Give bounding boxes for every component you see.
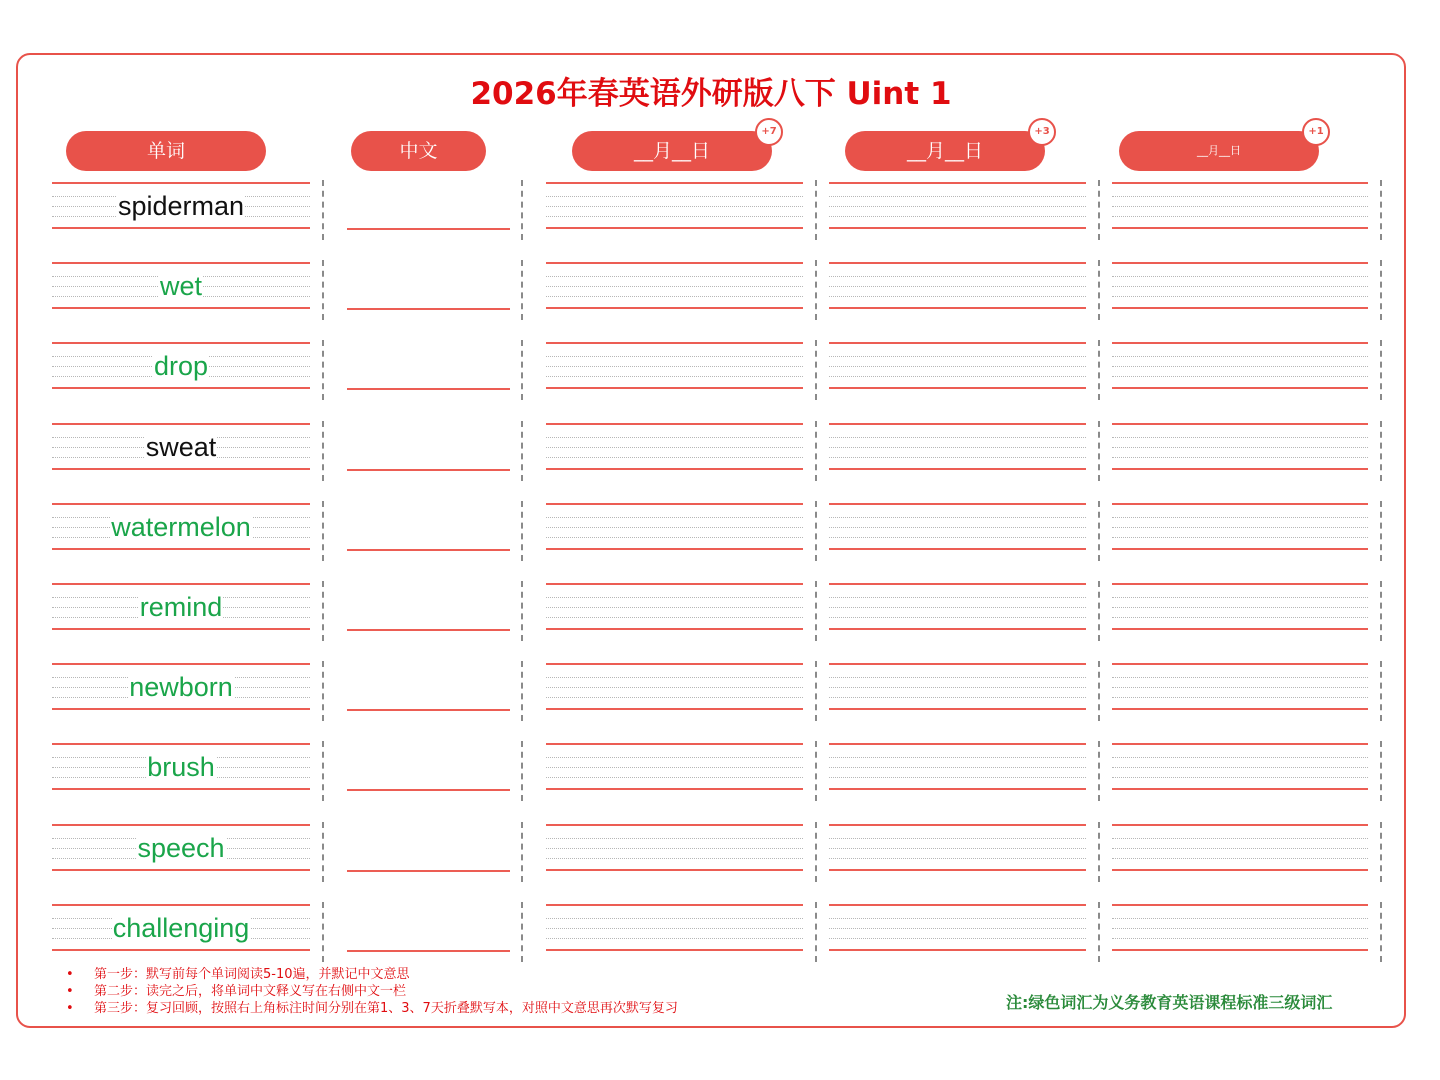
writing-line-bottom xyxy=(1112,387,1368,389)
dotted-guide-line xyxy=(1112,928,1368,929)
writing-line-bottom xyxy=(829,869,1086,871)
writing-line-bottom xyxy=(52,387,310,389)
review-day-badge-3: +3 xyxy=(1028,118,1056,146)
column-divider xyxy=(1098,260,1100,320)
dotted-guide-line xyxy=(829,777,1086,778)
writing-line-top xyxy=(829,503,1086,505)
dotted-guide-line xyxy=(1112,437,1368,438)
column-divider xyxy=(322,822,324,882)
writing-line-top xyxy=(546,503,803,505)
writing-line-bottom xyxy=(52,628,310,630)
chinese-answer-line xyxy=(347,870,510,872)
header-chinese: 中文 xyxy=(351,131,486,171)
chinese-answer-line xyxy=(347,308,510,310)
dotted-guide-line xyxy=(1112,366,1368,367)
dotted-guide-line xyxy=(829,437,1086,438)
writing-line-bottom xyxy=(829,387,1086,389)
instruction-steps xyxy=(66,966,678,1017)
writing-line-top xyxy=(52,663,310,665)
dotted-guide-line xyxy=(829,607,1086,608)
dotted-guide-line xyxy=(546,607,803,608)
dotted-guide-line xyxy=(546,838,803,839)
dotted-guide-line xyxy=(829,457,1086,458)
writing-line-bottom xyxy=(1112,708,1368,710)
writing-line-bottom xyxy=(1112,949,1368,951)
writing-line-top xyxy=(1112,503,1368,505)
vocab-word xyxy=(52,427,310,467)
writing-line-bottom xyxy=(52,869,310,871)
writing-line-top xyxy=(829,824,1086,826)
dotted-guide-line xyxy=(829,767,1086,768)
column-divider xyxy=(322,661,324,721)
dotted-guide-line xyxy=(546,918,803,919)
column-divider xyxy=(815,180,817,240)
writing-line-top xyxy=(829,423,1086,425)
writing-line-top xyxy=(52,583,310,585)
header-word: 单词 xyxy=(66,131,266,171)
dotted-guide-line xyxy=(829,537,1086,538)
dotted-guide-line xyxy=(1112,697,1368,698)
column-divider xyxy=(815,581,817,641)
chinese-answer-line xyxy=(347,228,510,230)
writing-line-top xyxy=(546,342,803,344)
dotted-guide-line xyxy=(546,537,803,538)
dotted-guide-line xyxy=(546,938,803,939)
dotted-guide-line xyxy=(546,366,803,367)
dotted-guide-line xyxy=(1112,597,1368,598)
writing-line-top xyxy=(52,423,310,425)
dotted-guide-line xyxy=(829,617,1086,618)
dotted-guide-line xyxy=(546,457,803,458)
vocab-word xyxy=(52,507,310,547)
column-divider xyxy=(1098,340,1100,400)
dotted-guide-line xyxy=(546,677,803,678)
header-date-2: __月__日 xyxy=(845,131,1045,171)
page-title: 2026年春英语外研版八下 Uint 1 xyxy=(470,76,952,112)
column-divider xyxy=(521,741,523,801)
dotted-guide-line xyxy=(546,687,803,688)
writing-line-top xyxy=(546,583,803,585)
column-divider xyxy=(1380,501,1382,561)
writing-line-top xyxy=(546,663,803,665)
column-divider xyxy=(815,421,817,481)
dotted-guide-line xyxy=(546,276,803,277)
writing-line-top xyxy=(546,423,803,425)
vocab-word-text: brush xyxy=(147,752,215,783)
writing-line-top xyxy=(829,743,1086,745)
dotted-guide-line xyxy=(1112,447,1368,448)
dotted-guide-line xyxy=(829,276,1086,277)
dotted-guide-line xyxy=(829,918,1086,919)
vocab-word-text: drop xyxy=(153,351,209,382)
writing-line-bottom xyxy=(829,628,1086,630)
dotted-guide-line xyxy=(829,928,1086,929)
writing-line-bottom xyxy=(829,788,1086,790)
dotted-guide-line xyxy=(546,697,803,698)
column-divider xyxy=(1380,180,1382,240)
writing-line-bottom xyxy=(546,628,803,630)
writing-line-bottom xyxy=(829,708,1086,710)
vocab-word xyxy=(52,667,310,707)
chinese-answer-line xyxy=(347,950,510,952)
writing-line-bottom xyxy=(1112,548,1368,550)
writing-line-top xyxy=(546,904,803,906)
dotted-guide-line xyxy=(829,356,1086,357)
chinese-answer-line xyxy=(347,549,510,551)
writing-line-bottom xyxy=(1112,468,1368,470)
column-divider xyxy=(815,741,817,801)
word-row xyxy=(0,583,1440,663)
writing-line-bottom xyxy=(546,468,803,470)
chinese-answer-line xyxy=(347,388,510,390)
column-divider xyxy=(322,902,324,962)
writing-line-bottom xyxy=(546,949,803,951)
column-divider xyxy=(815,661,817,721)
dotted-guide-line xyxy=(546,757,803,758)
writing-line-bottom xyxy=(546,548,803,550)
column-divider xyxy=(521,902,523,962)
column-divider xyxy=(521,661,523,721)
dotted-guide-line xyxy=(1112,687,1368,688)
column-divider xyxy=(521,581,523,641)
dotted-guide-line xyxy=(829,848,1086,849)
writing-line-bottom xyxy=(829,227,1086,229)
dotted-guide-line xyxy=(1112,286,1368,287)
dotted-guide-line xyxy=(1112,457,1368,458)
dotted-guide-line xyxy=(1112,196,1368,197)
writing-line-bottom xyxy=(52,788,310,790)
writing-line-bottom xyxy=(1112,869,1368,871)
vocab-word-text: watermelon xyxy=(111,511,251,542)
instruction-step: • 第一步：默写前每个单词阅读5-10遍，并默记中文意思 xyxy=(66,966,678,983)
writing-line-bottom xyxy=(829,949,1086,951)
writing-line-top xyxy=(829,182,1086,184)
dotted-guide-line xyxy=(829,447,1086,448)
vocab-word-text: newborn xyxy=(129,672,233,703)
vocab-word-text: speech xyxy=(137,832,225,863)
dotted-guide-line xyxy=(829,206,1086,207)
writing-line-top xyxy=(546,743,803,745)
dotted-guide-line xyxy=(1112,276,1368,277)
writing-line-top xyxy=(1112,904,1368,906)
writing-line-top xyxy=(52,182,310,184)
word-row xyxy=(0,743,1440,823)
dotted-guide-line xyxy=(546,196,803,197)
vocab-word xyxy=(52,266,310,306)
dotted-guide-line xyxy=(1112,527,1368,528)
dotted-guide-line xyxy=(1112,617,1368,618)
dotted-guide-line xyxy=(1112,838,1368,839)
column-divider xyxy=(1098,501,1100,561)
vocab-word xyxy=(52,828,310,868)
word-row xyxy=(0,262,1440,342)
header-date-1: __月__日 xyxy=(572,131,772,171)
dotted-guide-line xyxy=(829,687,1086,688)
dotted-guide-line xyxy=(829,366,1086,367)
writing-line-top xyxy=(52,503,310,505)
writing-line-top xyxy=(829,663,1086,665)
vocab-word-text: challenging xyxy=(112,912,250,943)
column-divider xyxy=(521,421,523,481)
column-divider xyxy=(322,340,324,400)
dotted-guide-line xyxy=(1112,376,1368,377)
writing-line-top xyxy=(52,342,310,344)
column-divider xyxy=(1380,340,1382,400)
dotted-guide-line xyxy=(829,216,1086,217)
writing-line-top xyxy=(546,182,803,184)
chinese-answer-line xyxy=(347,629,510,631)
dotted-guide-line xyxy=(829,376,1086,377)
writing-line-top xyxy=(1112,824,1368,826)
dotted-guide-line xyxy=(1112,537,1368,538)
column-divider xyxy=(521,822,523,882)
column-divider xyxy=(521,340,523,400)
dotted-guide-line xyxy=(546,767,803,768)
dotted-guide-line xyxy=(829,527,1086,528)
dotted-guide-line xyxy=(1112,938,1368,939)
dotted-guide-line xyxy=(829,938,1086,939)
dotted-guide-line xyxy=(1112,607,1368,608)
chinese-answer-line xyxy=(347,469,510,471)
writing-line-bottom xyxy=(546,307,803,309)
dotted-guide-line xyxy=(829,858,1086,859)
column-divider xyxy=(815,340,817,400)
writing-line-bottom xyxy=(52,708,310,710)
vocab-word-text: remind xyxy=(139,592,223,622)
writing-line-bottom xyxy=(829,548,1086,550)
instruction-step: • 第三步：复习回顾，按照右上角标注时间分别在第1、3、7天折叠默写本，对照中文意思再次默写复习 xyxy=(66,1000,678,1017)
dotted-guide-line xyxy=(1112,677,1368,678)
column-divider xyxy=(1098,902,1100,962)
dotted-guide-line xyxy=(829,757,1086,758)
column-divider xyxy=(521,501,523,561)
writing-line-top xyxy=(52,904,310,906)
dotted-guide-line xyxy=(546,848,803,849)
column-divider xyxy=(1380,902,1382,962)
vocab-word xyxy=(52,587,310,627)
writing-line-top xyxy=(1112,743,1368,745)
chinese-answer-line xyxy=(347,789,510,791)
instruction-step: • 第二步：读完之后，将单词中文释义写在右侧中文一栏 xyxy=(66,983,678,1000)
writing-line-bottom xyxy=(1112,227,1368,229)
vocab-word xyxy=(52,186,310,226)
dotted-guide-line xyxy=(546,296,803,297)
column-divider xyxy=(521,260,523,320)
writing-line-bottom xyxy=(829,468,1086,470)
dotted-guide-line xyxy=(1112,767,1368,768)
writing-line-top xyxy=(829,583,1086,585)
dotted-guide-line xyxy=(1112,858,1368,859)
column-divider xyxy=(322,180,324,240)
dotted-guide-line xyxy=(546,597,803,598)
writing-line-bottom xyxy=(52,468,310,470)
dotted-guide-line xyxy=(546,376,803,377)
dotted-guide-line xyxy=(829,838,1086,839)
dotted-guide-line xyxy=(829,697,1086,698)
column-divider xyxy=(815,260,817,320)
word-row xyxy=(0,503,1440,583)
word-row xyxy=(0,342,1440,422)
dotted-guide-line xyxy=(829,677,1086,678)
writing-line-bottom xyxy=(1112,788,1368,790)
writing-line-top xyxy=(52,262,310,264)
dotted-guide-line xyxy=(546,206,803,207)
writing-line-top xyxy=(1112,583,1368,585)
column-divider xyxy=(1098,421,1100,481)
writing-line-bottom xyxy=(546,227,803,229)
writing-line-bottom xyxy=(52,307,310,309)
dotted-guide-line xyxy=(1112,206,1368,207)
dotted-guide-line xyxy=(1112,356,1368,357)
dotted-guide-line xyxy=(829,517,1086,518)
dotted-guide-line xyxy=(829,296,1086,297)
dotted-guide-line xyxy=(546,777,803,778)
dotted-guide-line xyxy=(829,286,1086,287)
vocab-word-text: sweat xyxy=(145,431,217,462)
column-divider xyxy=(1098,741,1100,801)
dotted-guide-line xyxy=(546,617,803,618)
writing-line-top xyxy=(1112,342,1368,344)
writing-line-bottom xyxy=(52,227,310,229)
column-divider xyxy=(322,501,324,561)
writing-line-bottom xyxy=(829,307,1086,309)
dotted-guide-line xyxy=(546,216,803,217)
vocab-word xyxy=(52,908,310,948)
column-divider xyxy=(815,822,817,882)
chinese-answer-line xyxy=(347,709,510,711)
writing-line-bottom xyxy=(52,949,310,951)
writing-line-top xyxy=(829,262,1086,264)
column-divider xyxy=(815,501,817,561)
column-divider xyxy=(1380,260,1382,320)
writing-line-top xyxy=(1112,262,1368,264)
column-divider xyxy=(322,741,324,801)
dotted-guide-line xyxy=(829,196,1086,197)
column-divider xyxy=(1380,581,1382,641)
dotted-guide-line xyxy=(546,928,803,929)
dotted-guide-line xyxy=(546,447,803,448)
word-row xyxy=(0,824,1440,904)
dotted-guide-line xyxy=(546,527,803,528)
dotted-guide-line xyxy=(546,437,803,438)
column-divider xyxy=(1380,661,1382,721)
dotted-guide-line xyxy=(1112,848,1368,849)
dotted-guide-line xyxy=(829,597,1086,598)
writing-line-bottom xyxy=(1112,307,1368,309)
vocab-word-text: wet xyxy=(159,271,203,302)
column-divider xyxy=(1380,421,1382,481)
writing-line-bottom xyxy=(546,708,803,710)
column-divider xyxy=(322,260,324,320)
word-row xyxy=(0,182,1440,262)
column-divider xyxy=(1098,581,1100,641)
dotted-guide-line xyxy=(546,858,803,859)
column-divider xyxy=(815,902,817,962)
review-day-badge-1: +1 xyxy=(1302,118,1330,146)
column-divider xyxy=(1380,741,1382,801)
dotted-guide-line xyxy=(546,517,803,518)
dotted-guide-line xyxy=(546,356,803,357)
writing-line-bottom xyxy=(546,788,803,790)
dotted-guide-line xyxy=(1112,918,1368,919)
word-row xyxy=(0,423,1440,503)
writing-line-top xyxy=(546,824,803,826)
vocab-word xyxy=(52,747,310,787)
dotted-guide-line xyxy=(1112,517,1368,518)
writing-line-top xyxy=(1112,182,1368,184)
column-divider xyxy=(322,581,324,641)
writing-line-top xyxy=(52,743,310,745)
column-divider xyxy=(322,421,324,481)
dotted-guide-line xyxy=(1112,777,1368,778)
writing-line-top xyxy=(1112,663,1368,665)
vocab-word-text: spiderman xyxy=(117,191,245,221)
word-row xyxy=(0,663,1440,743)
writing-line-bottom xyxy=(52,548,310,550)
green-words-note: 注:绿色词汇为义务教育英语课程标准三级词汇 xyxy=(1006,993,1333,1012)
column-divider xyxy=(1098,661,1100,721)
header-date-3: __月__日 xyxy=(1119,131,1319,171)
writing-line-bottom xyxy=(546,869,803,871)
vocab-word xyxy=(52,346,310,386)
review-day-badge-7: +7 xyxy=(755,118,783,146)
column-divider xyxy=(1098,180,1100,240)
writing-line-bottom xyxy=(1112,628,1368,630)
dotted-guide-line xyxy=(1112,296,1368,297)
writing-line-top xyxy=(52,824,310,826)
dotted-guide-line xyxy=(1112,216,1368,217)
writing-line-top xyxy=(1112,423,1368,425)
writing-line-top xyxy=(546,262,803,264)
dotted-guide-line xyxy=(546,286,803,287)
column-divider xyxy=(521,180,523,240)
dotted-guide-line xyxy=(1112,757,1368,758)
writing-line-top xyxy=(829,904,1086,906)
writing-line-bottom xyxy=(546,387,803,389)
writing-line-top xyxy=(829,342,1086,344)
column-divider xyxy=(1098,822,1100,882)
column-divider xyxy=(1380,822,1382,882)
